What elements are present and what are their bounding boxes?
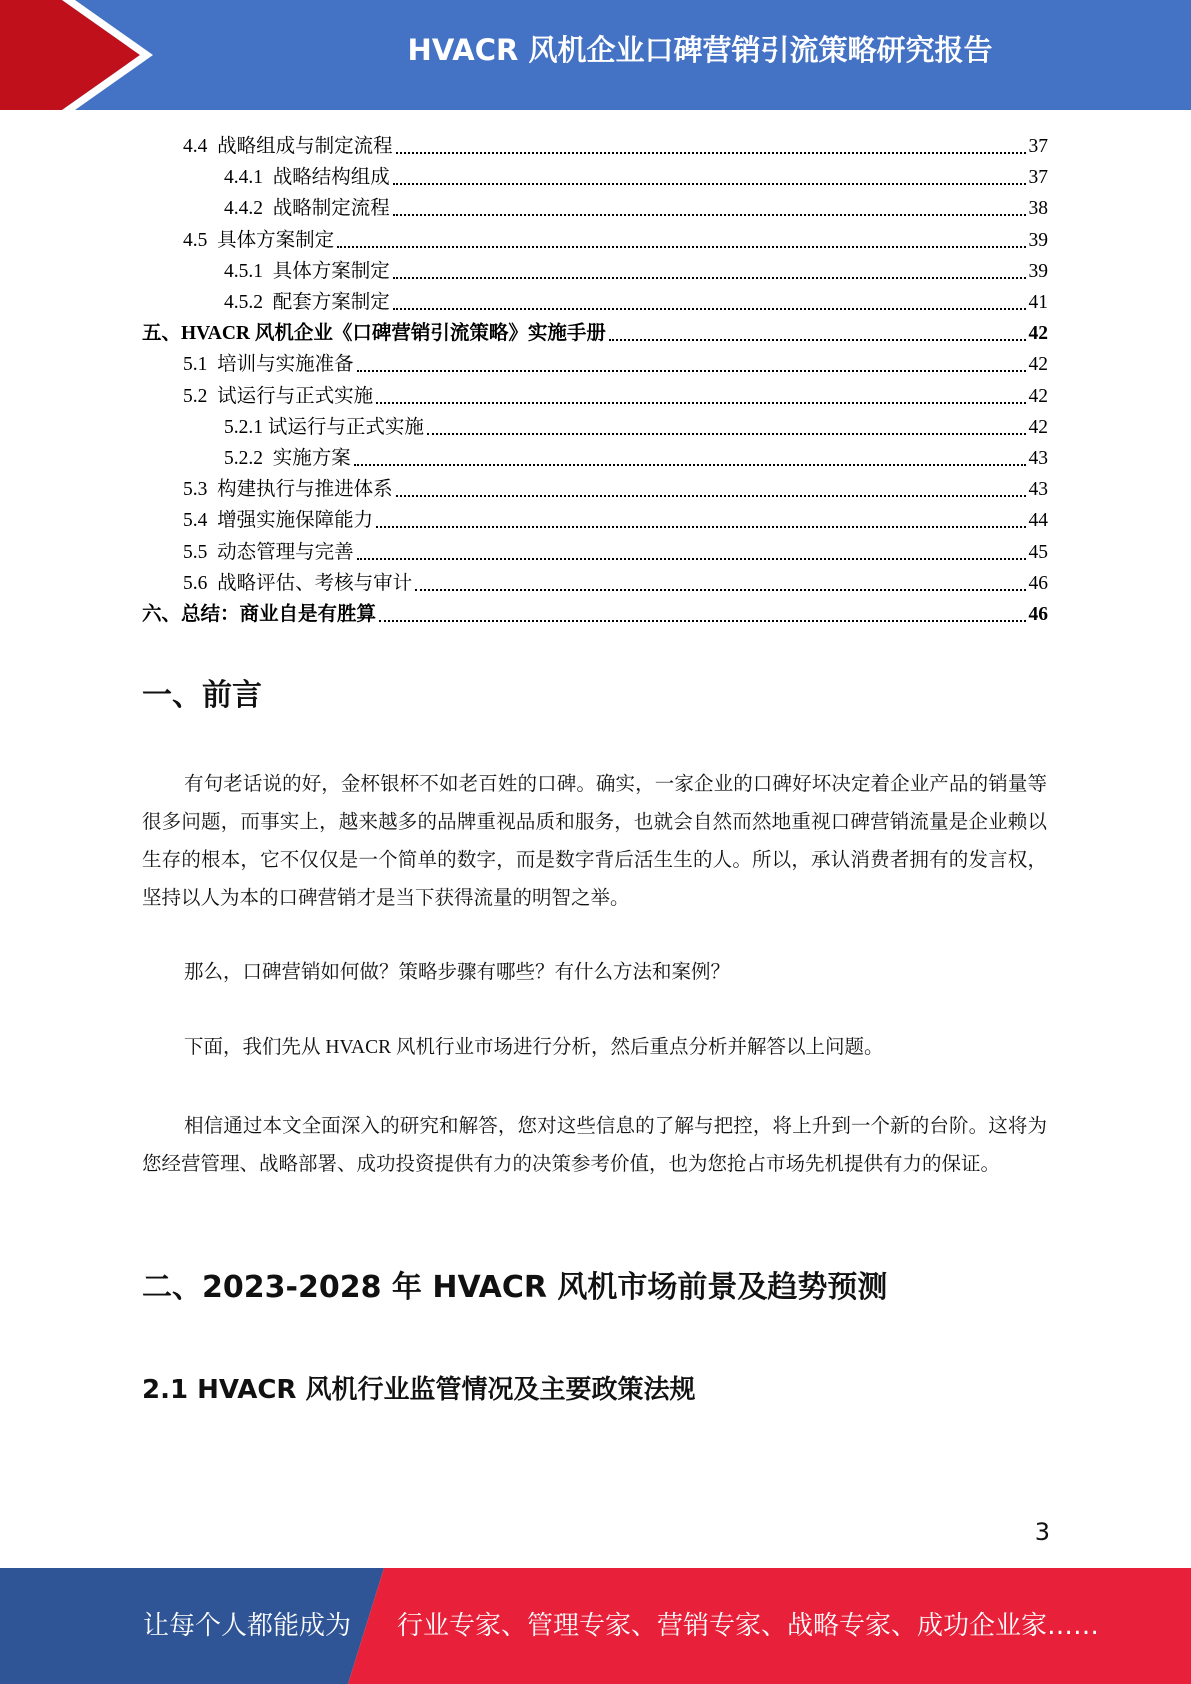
paragraph: 那么，口碑营销如何做？策略步骤有哪些？有什么方法和案例？ — [184, 962, 731, 983]
toc-entry-number: 5.4 — [183, 510, 218, 531]
toc-entry-number: 5.2.2 — [224, 448, 273, 469]
toc-leader-dots — [354, 464, 1026, 466]
toc-entry[interactable] — [224, 440, 1048, 471]
toc-entry[interactable] — [224, 190, 1048, 221]
toc-leader-dots — [337, 246, 1025, 248]
toc-entry-number: 5.5 — [183, 542, 218, 563]
toc-entry-page: 38 — [1028, 198, 1048, 219]
toc-entry-number: 4.5 — [183, 230, 218, 251]
subsection-heading-regulation: 2.1 HVACR 风机行业监管情况及主要政策法规 — [142, 1375, 696, 1405]
toc-entry-page: 39 — [1028, 261, 1048, 282]
page-number: 3 — [1034, 1518, 1050, 1546]
toc-entry[interactable] — [183, 502, 1048, 533]
toc-leader-dots — [379, 620, 1025, 622]
toc-entry-page: 46 — [1028, 573, 1048, 594]
toc-leader-dots — [393, 277, 1026, 279]
toc-entry-number: 5.2.1 — [224, 417, 268, 438]
toc-leader-dots — [376, 402, 1025, 404]
toc-entry-number: 5.6 — [183, 573, 218, 594]
toc-entry[interactable] — [183, 565, 1048, 596]
toc-entry[interactable] — [142, 596, 1048, 627]
toc-entry-label: 战略评估、考核与审计 — [217, 573, 413, 594]
toc-entry[interactable] — [183, 534, 1048, 565]
paragraph: 有句老话说的好，金杯银杯不如老百姓的口碑。确实，一家企业的口碑好坏决定着企业产品的销量等很多问题，而事实上，越来越多的品牌重视品质和服务，也就会自然而然地重视口碑营销流量是企业赖以生存的根本，它不仅仅是一个简单的数字，而是数字背后活生生的人。所以，承认消费者拥有的发言权，坚持以人为本的口碑营销才是当下获得流量的明智之举。 — [142, 774, 1047, 909]
toc-leader-dots — [393, 308, 1026, 310]
toc-entry-number: 4.4.1 — [224, 167, 273, 188]
toc-entry[interactable] — [224, 284, 1048, 315]
toc-entry[interactable] — [183, 346, 1048, 377]
toc-entry[interactable] — [224, 409, 1048, 440]
toc-entry-page: 42 — [1028, 417, 1048, 438]
toc-leader-dots — [393, 214, 1026, 216]
toc-entry-page: 41 — [1028, 292, 1048, 313]
toc-entry[interactable] — [183, 128, 1048, 159]
toc-entry-page: 39 — [1028, 230, 1048, 251]
toc-entry-page: 44 — [1028, 510, 1048, 531]
toc-entry[interactable] — [183, 471, 1048, 502]
toc-entry-page: 42 — [1028, 354, 1048, 375]
report-title: HVACR 风机企业口碑营销引流策略研究报告 — [407, 33, 993, 67]
paragraph: 相信通过本文全面深入的研究和解答，您对这些信息的了解与把控，将上升到一个新的台阶。这将为您经营管理、战略部署、成功投资提供有力的决策参考价值，也为您抢占市场先机提供有力的保证。 — [142, 1116, 1047, 1175]
toc-entry-label: 战略组成与制定流程 — [217, 136, 393, 157]
paragraph: 下面，我们先从 HVACR 风机行业市场进行分析，然后重点分析并解答以上问题。 — [184, 1037, 884, 1058]
toc-leader-dots — [357, 370, 1026, 372]
toc-leader-dots — [609, 339, 1026, 341]
toc-entry-label: 构建执行与推进体系 — [217, 479, 393, 500]
toc-entry-number: 4.5.1 — [224, 261, 273, 282]
toc-entry-label: 配套方案制定 — [272, 292, 390, 313]
section-heading-market-forecast: 二、2023-2028 年 HVACR 风机市场前景及趋势预测 — [142, 1270, 888, 1305]
toc-entry-label: 具体方案制定 — [217, 230, 335, 251]
toc-leader-dots — [427, 433, 1026, 435]
toc-entry[interactable] — [142, 315, 1048, 346]
toc-entry-label: 增强实施保障能力 — [217, 510, 374, 531]
toc-leader-dots — [396, 152, 1026, 154]
toc-entry-number: 5.1 — [183, 354, 218, 375]
toc-entry[interactable] — [183, 378, 1048, 409]
footer-slogan-right: 行业专家、管理专家、营销专家、战略专家、成功企业家…… — [397, 1611, 1100, 1641]
toc-entry-number: 5.2 — [183, 386, 218, 407]
toc-entry-page: 45 — [1028, 542, 1048, 563]
page-footer — [0, 1568, 1191, 1684]
toc-entry-page: 43 — [1028, 479, 1048, 500]
toc-entry-label: 战略制定流程 — [272, 198, 390, 219]
toc-entry[interactable] — [224, 253, 1048, 284]
toc-entry-number: 五、 — [142, 323, 182, 344]
section-heading-preface: 一、前言 — [142, 678, 262, 713]
toc-entry-label: 战略结构组成 — [272, 167, 390, 188]
toc-entry-label: 试运行与正式实施 — [267, 417, 424, 438]
toc-leader-dots — [376, 526, 1025, 528]
toc-leader-dots — [357, 558, 1026, 560]
toc-entry-page: 46 — [1028, 604, 1048, 625]
toc-entry-page: 42 — [1028, 323, 1048, 344]
toc-entry-number: 4.4.2 — [224, 198, 273, 219]
toc-entry[interactable] — [183, 222, 1048, 253]
footer-slogan-left: 让每个人都能成为 — [143, 1611, 352, 1641]
toc-entry-label: 总结：商业自是有胜算 — [181, 604, 377, 625]
toc-leader-dots — [415, 589, 1025, 591]
toc-entry-number: 4.5.2 — [224, 292, 273, 313]
toc-entry-label: 具体方案制定 — [272, 261, 390, 282]
page-header — [0, 0, 1191, 110]
toc-entry-number: 六、 — [142, 604, 182, 625]
toc-entry-label: 实施方案 — [272, 448, 351, 469]
toc-entry-page: 42 — [1028, 386, 1048, 407]
toc-entry-label: 培训与实施准备 — [217, 354, 354, 375]
toc-entry-page: 37 — [1028, 167, 1048, 188]
toc-leader-dots — [396, 495, 1026, 497]
toc-entry-label: HVACR 风机企业《口碑营销引流策略》实施手册 — [181, 323, 606, 344]
toc-entry-page: 37 — [1028, 136, 1048, 157]
toc-entry-number: 5.3 — [183, 479, 218, 500]
toc-entry-page: 43 — [1028, 448, 1048, 469]
header-arrow-graphic — [0, 0, 160, 110]
toc-entry-label: 动态管理与完善 — [217, 542, 354, 563]
toc-entry[interactable] — [224, 159, 1048, 190]
toc-entry-number: 4.4 — [183, 136, 218, 157]
toc-leader-dots — [393, 183, 1026, 185]
toc-entry-label: 试运行与正式实施 — [217, 386, 374, 407]
